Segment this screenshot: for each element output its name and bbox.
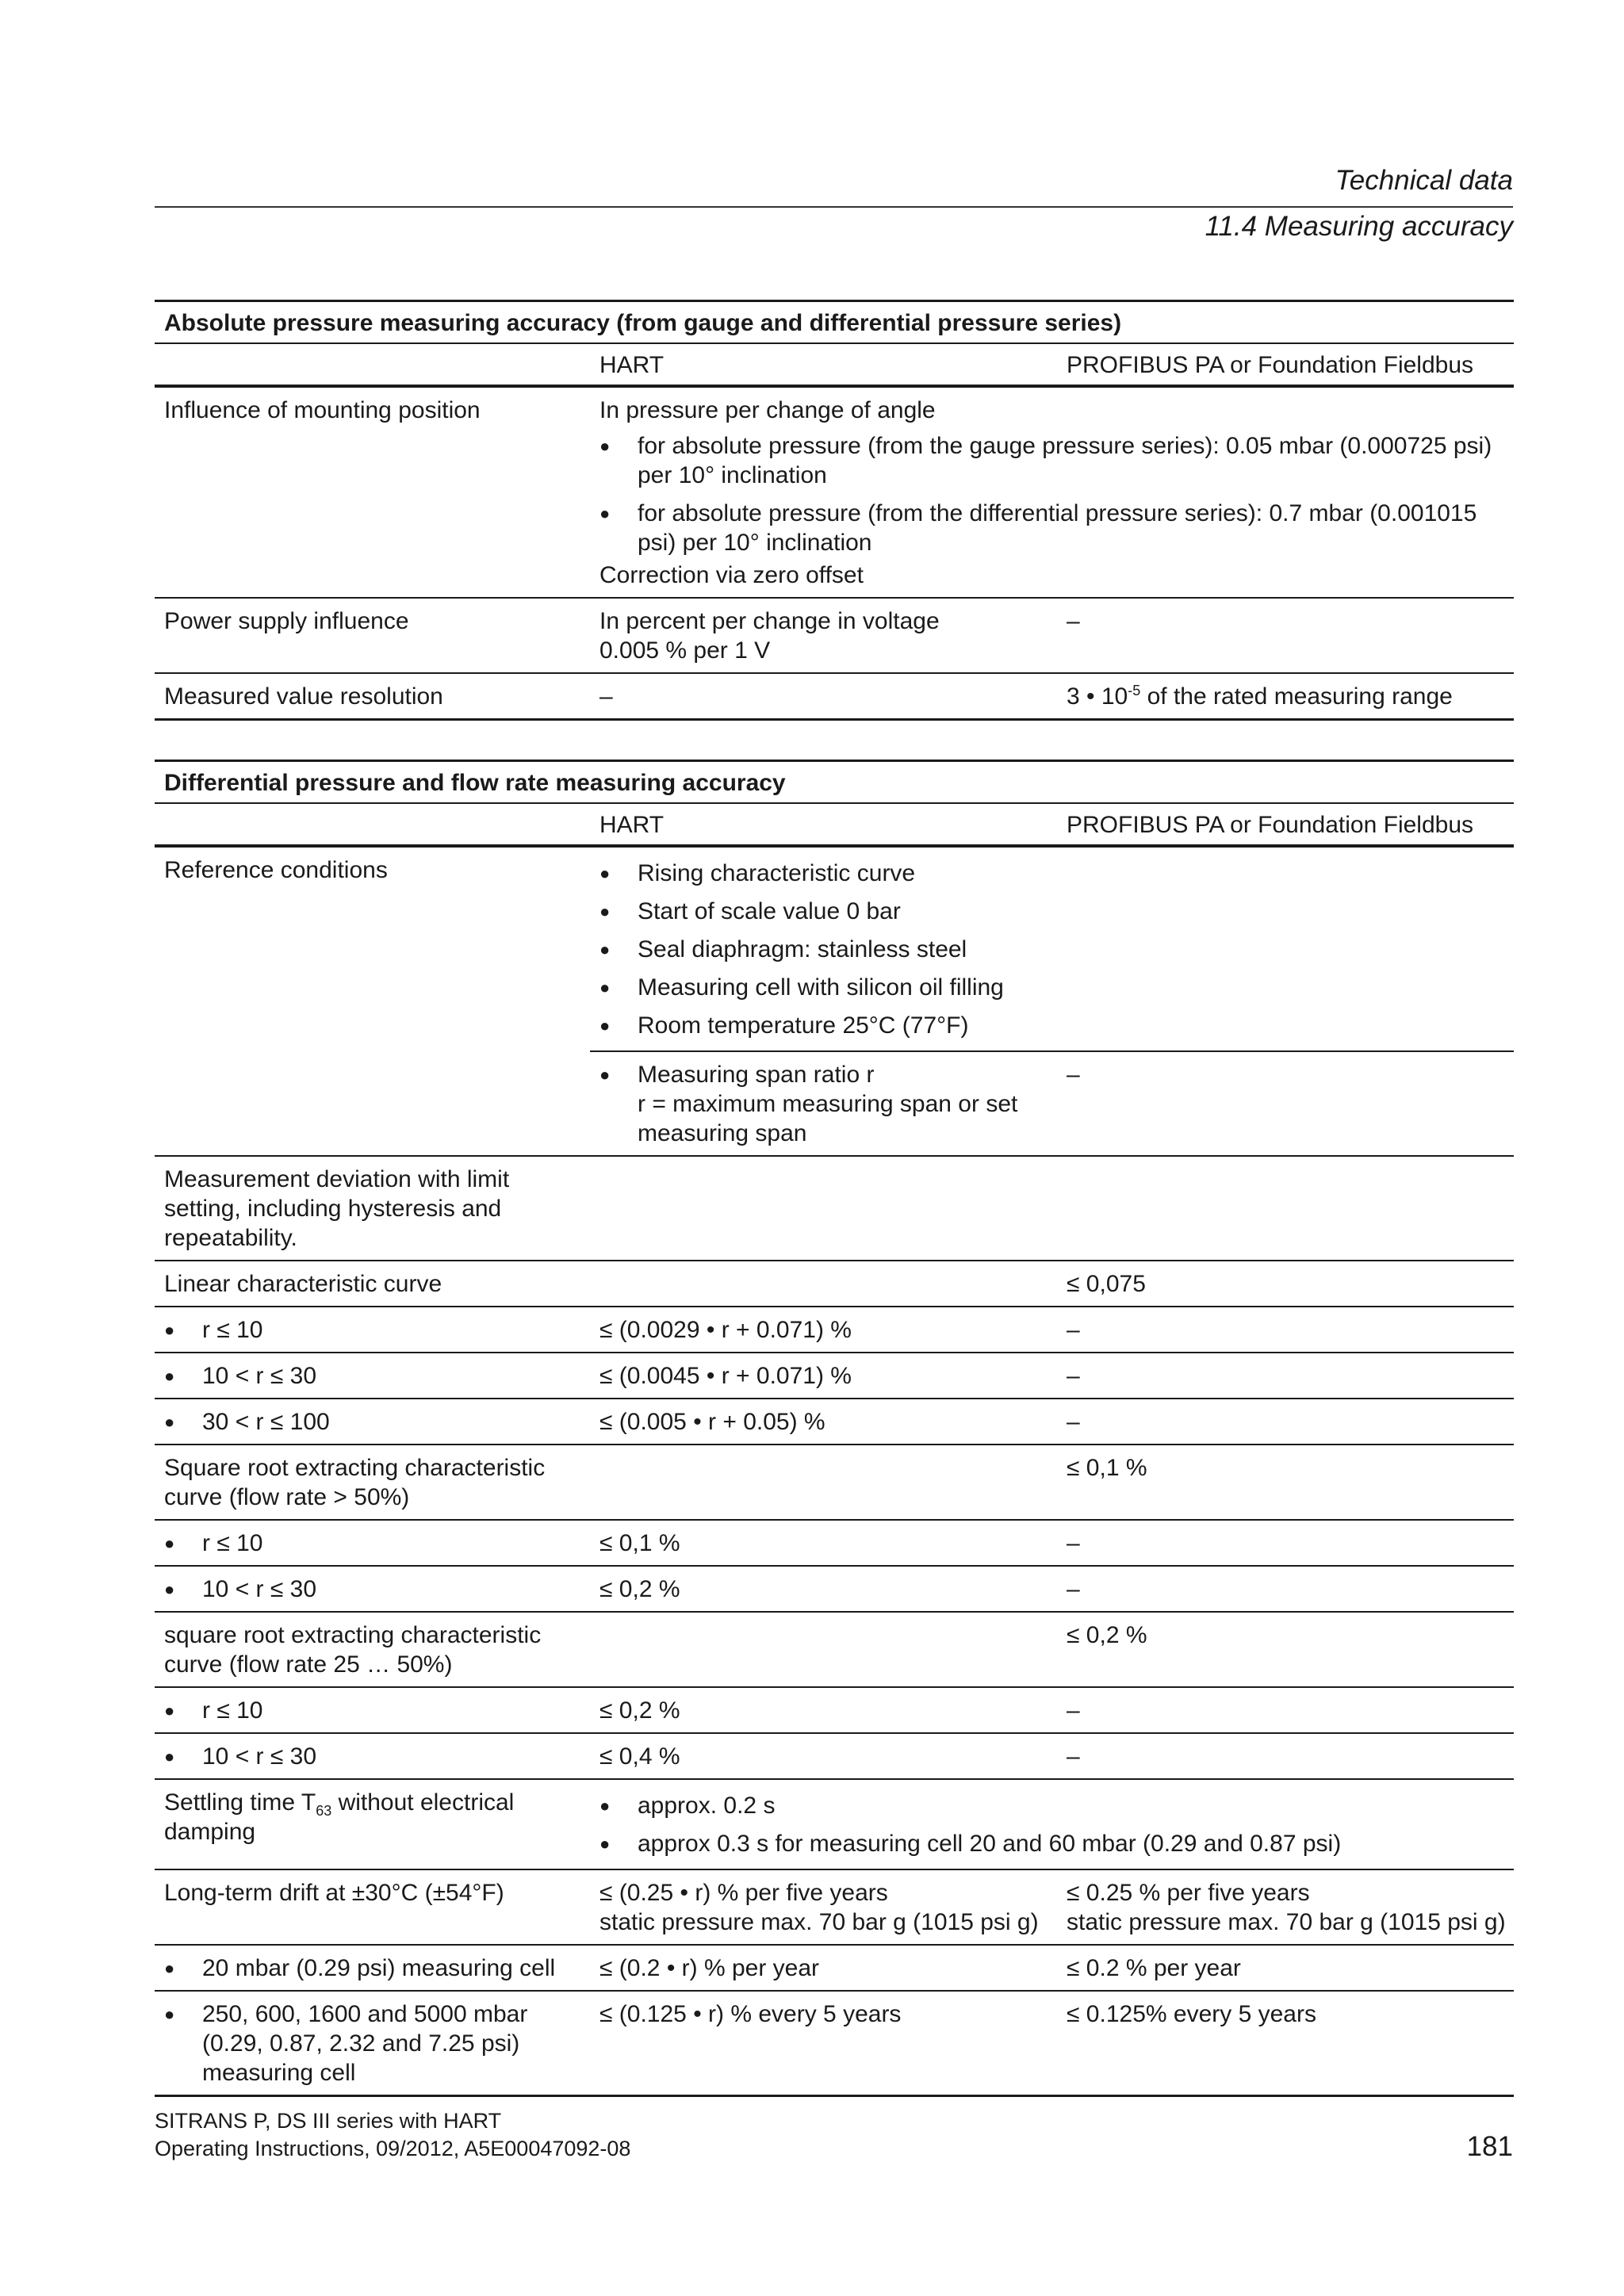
row-value [590, 1779, 1514, 1869]
table-row [155, 1520, 1514, 1566]
row-value-profibus: – [1057, 1520, 1514, 1566]
row-label: Linear characteristic curve [155, 1261, 590, 1307]
table-row [155, 673, 1514, 720]
table-row [155, 1612, 1514, 1687]
table-row [155, 1733, 1514, 1779]
row-label: square root extracting characteristic curve (flow rate 25 … 50%) [155, 1612, 590, 1687]
row-value-profibus: – [1057, 1687, 1514, 1733]
row-value-hart: ≤ (0.0045 • r + 0.071) % [590, 1353, 1057, 1399]
column-header-hart: HART [590, 803, 1057, 846]
footer-document: Operating Instructions, 09/2012, A5E00047092-08 [155, 2137, 631, 2160]
table-title: Differential pressure and flow rate measuring accuracy [155, 761, 1514, 804]
table-title: Absolute pressure measuring accuracy (from gauge and differential pressure series) [155, 301, 1514, 344]
list-item: ● approx 0.3 s for measuring cell 20 and 60 mbar (0.29 and 0.87 psi) [599, 1829, 1504, 1858]
row-value-hart: ≤ 0,2 % [590, 1687, 1057, 1733]
row-value-hart [590, 598, 1057, 673]
row-value-profibus: ≤ 0.125% every 5 years [1057, 1991, 1514, 2096]
settling-label-sub: 63 [316, 1803, 332, 1819]
range-label: ● 10 < r ≤ 30 [164, 1575, 580, 1604]
row-value-profibus: – [1057, 1353, 1514, 1399]
row-label [155, 1991, 590, 2096]
span-line1: ● Measuring span ratio r [638, 1062, 875, 1088]
power-hart-line1: In percent per change in voltage [599, 608, 940, 634]
table-row [155, 1399, 1514, 1445]
table-row [155, 1566, 1514, 1612]
row-label [155, 1687, 590, 1733]
list-item: ● Start of scale value 0 bar [599, 897, 1048, 926]
row-label [155, 1779, 590, 1869]
row-value-profibus [1057, 1869, 1514, 1945]
row-label [155, 1520, 590, 1566]
table-row [155, 1869, 1514, 1945]
column-header-hart: HART [590, 343, 1057, 386]
row-value-hart: ≤ (0.125 • r) % every 5 years [590, 1991, 1057, 2096]
list-item: ● Rising characteristic curve [599, 859, 1048, 888]
table-row [155, 598, 1514, 673]
row-value-profibus: ≤ 0,2 % [1057, 1612, 1514, 1687]
row-value-hart: ≤ (0.2 • r) % per year [590, 1945, 1057, 1991]
row-label [155, 1733, 590, 1779]
drift-profibus-line2: static pressure max. 70 bar g (1015 psi g) [1067, 1909, 1506, 1935]
differential-pressure-table [155, 760, 1514, 2097]
table-row [155, 386, 1514, 598]
row-value-profibus: – [1057, 1733, 1514, 1779]
row-value [590, 386, 1514, 598]
row-label: Long-term drift at ±30°C (±54°F) [155, 1869, 590, 1945]
row-label [155, 1945, 590, 1991]
row-value-hart: ≤ 0,4 % [590, 1733, 1057, 1779]
table-row [155, 1687, 1514, 1733]
row-value-hart [590, 1869, 1057, 1945]
row-label: Measurement deviation with limit setting, including hysteresis and repeatability. [155, 1156, 590, 1261]
row-value-hart: ≤ (0.0029 • r + 0.071) % [590, 1307, 1057, 1353]
row-value-profibus: – [1057, 1307, 1514, 1353]
header-rule [155, 206, 1513, 208]
row-value-hart: ≤ 0,1 % [590, 1520, 1057, 1566]
list-item: ● Seal diaphragm: stainless steel [599, 935, 1048, 964]
table-row [155, 1261, 1514, 1307]
range-label: ● 20 mbar (0.29 psi) measuring cell [164, 1954, 580, 1983]
table-row [155, 1445, 1514, 1520]
row-label [155, 1353, 590, 1399]
resolution-post: of the rated measuring range [1140, 683, 1453, 710]
row-value-profibus: – [1057, 1566, 1514, 1612]
row-label: Reference conditions [155, 846, 590, 1156]
row-value-hart: ≤ 0,2 % [590, 1566, 1057, 1612]
row-value-profibus: ≤ 0.2 % per year [1057, 1945, 1514, 1991]
table-row [155, 1307, 1514, 1353]
column-header-profibus: PROFIBUS PA or Foundation Fieldbus [1057, 343, 1514, 386]
list-item: ● for absolute pressure (from the differential pressure series): 0.7 mbar (0.001015 psi) per 10° inclination [599, 499, 1504, 557]
mounting-intro: In pressure per change of angle [599, 397, 936, 423]
table-column-header [155, 343, 1514, 386]
settling-label-post: without electrical damping [164, 1789, 515, 1845]
table-row [155, 846, 1514, 1051]
row-label [155, 1307, 590, 1353]
column-header-profibus: PROFIBUS PA or Foundation Fieldbus [1057, 803, 1514, 846]
resolution-pre: 3 • 10 [1067, 683, 1128, 710]
drift-hart-line2: static pressure max. 70 bar g (1015 psi g) [599, 1909, 1039, 1935]
mounting-correction: Correction via zero offset [599, 562, 864, 588]
row-value-profibus: – [1057, 598, 1514, 673]
row-label [155, 1566, 590, 1612]
list-item: ● for absolute pressure (from the gauge pressure series): 0.05 mbar (0.000725 psi) per 10° inclination [599, 431, 1504, 490]
section-title: 11.4 Measuring accuracy [1205, 211, 1513, 242]
power-hart-line2: 0.005 % per 1 V [599, 637, 771, 664]
measuring-span-ratio [590, 1051, 1057, 1156]
row-label: Power supply influence [155, 598, 590, 673]
table-column-header [155, 803, 1514, 846]
list-item: ● approx. 0.2 s [599, 1791, 1504, 1820]
row-value-profibus [1057, 673, 1514, 720]
list-item: ● Room temperature 25°C (77°F) [599, 1011, 1048, 1040]
table-row [155, 1779, 1514, 1869]
row-label: Influence of mounting position [155, 386, 590, 598]
row-label: Measured value resolution [155, 673, 590, 720]
row-value-profibus: ≤ 0,075 [1057, 1261, 1514, 1307]
list-item: ● Measuring cell with silicon oil filling [599, 973, 1048, 1002]
span-line2: r = maximum measuring span or set measuring span [638, 1091, 1018, 1146]
range-label: ● r ≤ 10 [164, 1315, 580, 1345]
range-label: ● 10 < r ≤ 30 [164, 1742, 580, 1771]
range-label: ● 30 < r ≤ 100 [164, 1407, 580, 1437]
range-label: ● 250, 600, 1600 and 5000 mbar (0.29, 0.87, 2.32 and 7.25 psi) measuring cell [164, 1999, 580, 2087]
settling-label-pre: Settling time T [164, 1789, 316, 1816]
table-row [155, 1353, 1514, 1399]
absolute-pressure-table [155, 300, 1514, 721]
range-label: ● 10 < r ≤ 30 [164, 1361, 580, 1391]
footer-doc-info [155, 2107, 630, 2163]
chapter-title: Technical data [1335, 165, 1513, 196]
range-label: ● r ≤ 10 [164, 1529, 580, 1558]
table-row [155, 1991, 1514, 2096]
row-value-hart: ≤ (0.005 • r + 0.05) % [590, 1399, 1057, 1445]
resolution-exponent: -5 [1128, 683, 1141, 698]
drift-profibus-line1: ≤ 0.25 % per five years [1067, 1880, 1310, 1906]
row-label [155, 1399, 590, 1445]
table-row [155, 1945, 1514, 1991]
row-value-profibus: – [1057, 1051, 1514, 1156]
page-number: 181 [1466, 2131, 1513, 2162]
table-row [155, 1156, 1514, 1261]
row-label: Square root extracting characteristic curve (flow rate > 50%) [155, 1445, 590, 1520]
range-label: ● r ≤ 10 [164, 1696, 580, 1725]
footer-product: SITRANS P, DS III series with HART [155, 2109, 502, 2133]
drift-hart-line1: ≤ (0.25 • r) % per five years [599, 1880, 888, 1906]
reference-conditions-list [590, 846, 1057, 1051]
row-value-hart: – [590, 673, 1057, 720]
row-value-profibus: ≤ 0,1 % [1057, 1445, 1514, 1520]
row-value-profibus: – [1057, 1399, 1514, 1445]
